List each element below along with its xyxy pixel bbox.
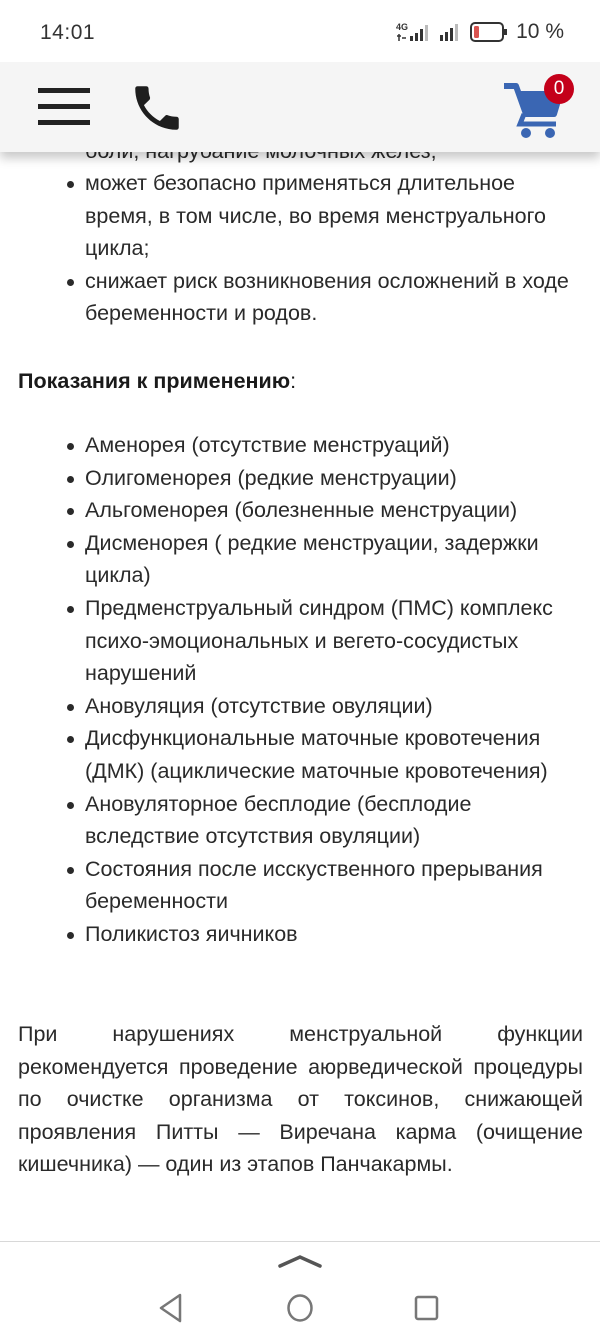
phone-icon[interactable] bbox=[128, 79, 186, 137]
list-item: может безопасно применяться длительное время, в том числе, во время менструального цикла; bbox=[64, 167, 584, 265]
shopping-cart-button[interactable] bbox=[500, 72, 580, 142]
signal-4g-icon bbox=[396, 21, 430, 43]
cart-count-badge: 0 bbox=[544, 74, 574, 104]
chevron-up-icon[interactable] bbox=[277, 1250, 323, 1272]
list-item: Предменструальный синдром (ПМС) комплекс психо-эмоциональных и вегето-сосудистых нарушений bbox=[64, 592, 584, 690]
app-header bbox=[0, 62, 600, 152]
back-icon[interactable] bbox=[156, 1292, 186, 1324]
signal-icon bbox=[438, 21, 462, 43]
status-time: 14:01 bbox=[40, 21, 96, 44]
list-item: Дисменорея ( редкие менструации, задержки цикла) bbox=[64, 527, 584, 592]
hamburger-menu-icon[interactable] bbox=[38, 88, 90, 126]
benefits-list bbox=[64, 167, 584, 330]
status-bar bbox=[0, 0, 600, 62]
list-item: Олигоменорея (редкие менструации) bbox=[64, 462, 584, 495]
list-item: Ановуляторное бесплодие (бесплодие вследствие отсутствия овуляции) bbox=[64, 788, 584, 853]
status-indicators bbox=[396, 20, 564, 44]
list-item: Аменорея (отсутствие менструаций) bbox=[64, 429, 584, 462]
indications-list bbox=[64, 429, 584, 951]
recommendation-paragraph: При нарушениях менструальной функции рекомендуется проведение аюрведической процедуры по очистке организма от токсинов, снижающей проявления Питты — Виречана карма (очищение кишечника) — один из этапов Панчакармы. bbox=[18, 1022, 583, 1177]
system-nav-bar bbox=[0, 1242, 600, 1339]
list-item: Альгоменорея (болезненные менструации) bbox=[64, 494, 584, 527]
home-icon[interactable] bbox=[284, 1292, 316, 1324]
list-item: Поликистоз яичников bbox=[64, 918, 584, 951]
section-title: Показания к применению: bbox=[18, 369, 297, 393]
list-item: Ановуляция (отсутствие овуляции) bbox=[64, 690, 584, 723]
list-item: Дисфункциональные маточные кровотечения (ДМК) (ациклические маточные кровотечения) bbox=[64, 722, 584, 787]
battery-percent: 10 % bbox=[516, 20, 564, 43]
battery-icon bbox=[470, 21, 508, 43]
indications-heading: Показания к применению bbox=[18, 369, 291, 393]
list-item: снижает риск возникновения осложнений в ходе беременности и родов. bbox=[64, 265, 584, 330]
list-item: Состояния после исскуственного прерывания беременности bbox=[64, 853, 584, 918]
recents-icon[interactable] bbox=[413, 1293, 441, 1323]
svg-text:4G: 4G bbox=[396, 22, 409, 32]
